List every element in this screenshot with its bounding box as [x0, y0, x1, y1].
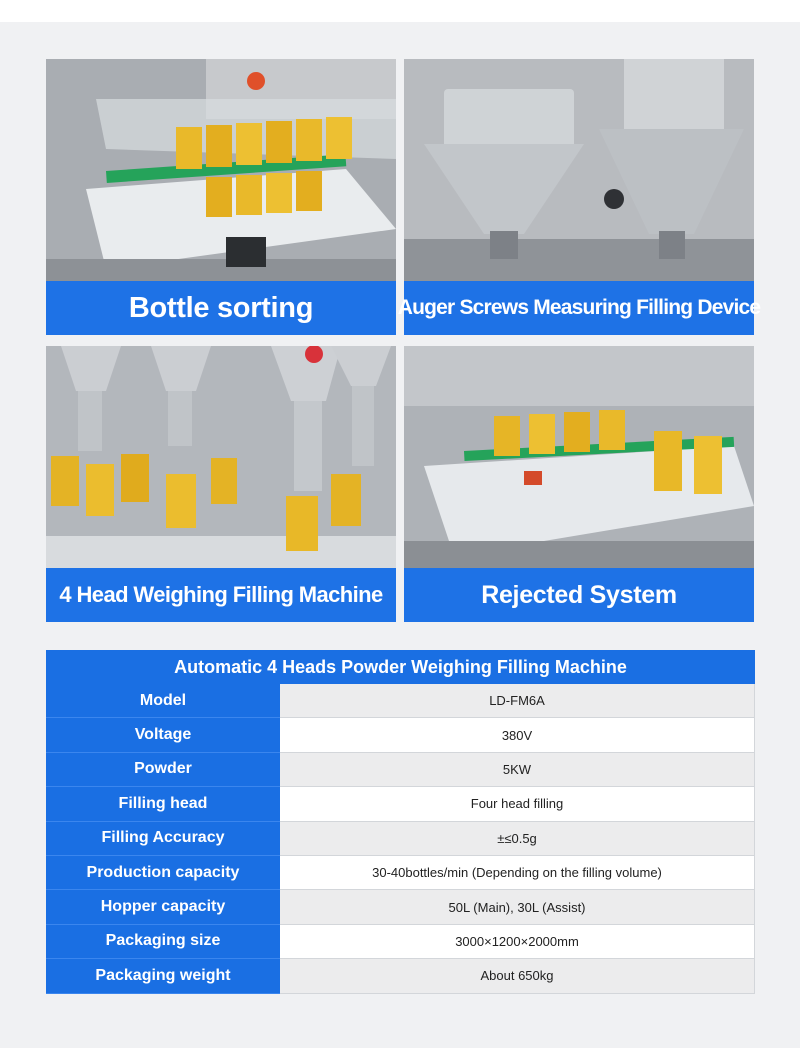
four-head-filling-photo: [46, 346, 396, 568]
spec-label: Voltage: [46, 718, 280, 752]
table-row: [46, 753, 755, 787]
spec-value: 30-40bottles/min (Depending on the filling volume): [280, 856, 755, 890]
table-row: [46, 959, 755, 993]
spec-label: Packaging size: [46, 925, 280, 959]
table-body: [46, 684, 755, 994]
spec-value: 50L (Main), 30L (Assist): [280, 890, 755, 924]
panel-caption: Bottle sorting: [46, 281, 396, 335]
panel-caption: Rejected System: [404, 568, 754, 622]
table-row: [46, 925, 755, 959]
panel-4-head-weighing: [46, 346, 396, 622]
spec-value: 3000×1200×2000mm: [280, 925, 755, 959]
table-row: [46, 684, 755, 718]
spec-value: 380V: [280, 718, 755, 752]
spec-value: ±≤0.5g: [280, 822, 755, 856]
spec-label: Production capacity: [46, 856, 280, 890]
spec-label: Powder: [46, 753, 280, 787]
spec-value: 5KW: [280, 753, 755, 787]
spec-label: Packaging weight: [46, 959, 280, 993]
specification-table: [46, 650, 755, 994]
table-row: [46, 856, 755, 890]
panel-caption: 4 Head Weighing Filling Machine: [46, 568, 396, 622]
table-row: [46, 718, 755, 752]
panel-caption: Auger Screws Measuring Filling Device: [404, 281, 754, 335]
spec-label: Model: [46, 684, 280, 718]
spec-label: Hopper capacity: [46, 890, 280, 924]
panel-bottle-sorting: [46, 59, 396, 335]
panel-auger-screws: [397, 59, 761, 335]
spec-label: Filling Accuracy: [46, 822, 280, 856]
spec-value: About 650kg: [280, 959, 755, 993]
bottle-sorting-photo: [46, 59, 396, 281]
spec-value: Four head filling: [280, 787, 755, 821]
table-row: [46, 822, 755, 856]
panel-rejected-system: [404, 346, 754, 622]
table-title: Automatic 4 Heads Powder Weighing Filling Machine: [46, 650, 755, 684]
top-margin: [0, 0, 800, 22]
spec-value: LD-FM6A: [280, 684, 755, 718]
rejected-system-photo: [404, 346, 754, 568]
spec-label: Filling head: [46, 787, 280, 821]
table-row: [46, 787, 755, 821]
auger-filling-photo: [404, 59, 754, 281]
table-row: [46, 890, 755, 924]
